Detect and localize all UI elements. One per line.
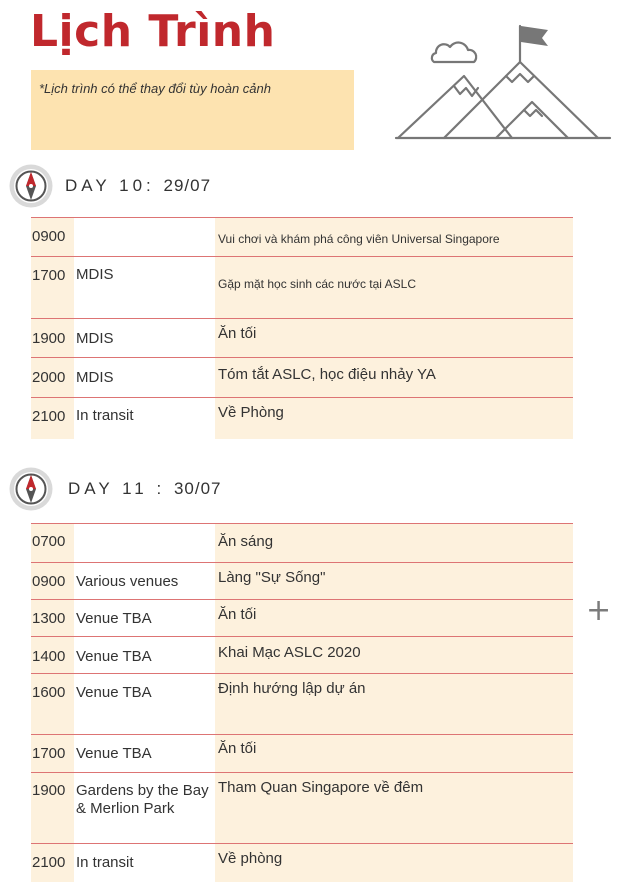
row-location: Gardens by the Bay & Merlion Park [76,782,209,817]
row-activity: Về phòng [218,850,283,867]
row-location: Venue TBA [76,610,152,627]
row-activity: Gặp mặt học sinh các nước tại ASLC [218,277,416,291]
plus-icon[interactable]: + [586,593,612,628]
row-time: 0700 [32,533,66,550]
table-row [31,843,573,882]
day-10-date: 29/07 [163,176,212,195]
table-row [31,523,573,562]
row-time: 1400 [32,648,66,665]
row-time: 1900 [32,782,66,799]
row-activity: Ăn tối [218,740,257,757]
row-activity: Ăn tối [218,325,257,342]
table-row [31,256,573,318]
day-11-label [68,479,221,499]
page-title: Lịch Trình [30,6,276,57]
table-row [31,772,573,843]
mountain-flag-icon [392,18,614,144]
row-location: MDIS [76,266,114,283]
row-location: In transit [76,407,134,424]
row-activity: Tham Quan Singapore về đêm [218,779,424,796]
row-time: 1700 [32,745,66,762]
table-row [31,734,573,772]
day-10-label [65,176,211,196]
row-location: Venue TBA [76,684,152,701]
day-11-header [8,466,308,514]
row-activity: Ăn tối [218,606,257,623]
row-activity: Ăn sáng [218,533,274,550]
row-location: In transit [76,854,134,871]
row-time: 2100 [32,854,66,871]
table-row [31,673,573,734]
day-10-prefix: DAY 10: [65,176,155,195]
compass-icon [8,466,54,512]
table-row [31,357,573,397]
table-row [31,599,573,636]
row-activity: Định hướng lập dự án [218,680,366,697]
table-row [31,562,573,599]
row-location: MDIS [76,330,114,347]
table-row [31,318,573,357]
table-row [31,636,573,673]
row-time: 2100 [32,408,66,425]
table-row [31,397,573,439]
row-activity: Về Phòng [218,404,284,421]
row-activity: Tóm tắt ASLC, học điệu nhảy YA [218,366,436,383]
row-time: 1300 [32,610,66,627]
row-location: MDIS [76,369,114,386]
note-box [31,70,354,150]
compass-icon [8,163,54,209]
table-row [31,217,573,256]
row-time: 1600 [32,684,66,701]
day-11-table [31,523,573,882]
day-11-prefix: DAY 11 : [68,479,166,498]
row-location: Various venues [76,573,179,590]
row-activity: Khai Mạc ASLC 2020 [218,644,361,661]
note-text: *Lịch trình có thể thay đổi tùy hoàn cảnh [39,81,271,96]
row-time: 0900 [32,228,66,245]
day-10-header [8,163,308,211]
row-time: 1700 [32,267,66,284]
row-time: 0900 [32,573,66,590]
day-10-table [31,217,573,439]
row-time: 2000 [32,369,66,386]
row-activity: Làng "Sự Sống" [218,569,326,586]
row-time: 1900 [32,330,66,347]
row-location: Venue TBA [76,648,152,665]
row-activity: Vui chơi và khám phá công viên Universal Singapore [218,232,500,246]
row-location: Venue TBA [76,745,152,762]
day-11-date: 30/07 [173,479,222,498]
